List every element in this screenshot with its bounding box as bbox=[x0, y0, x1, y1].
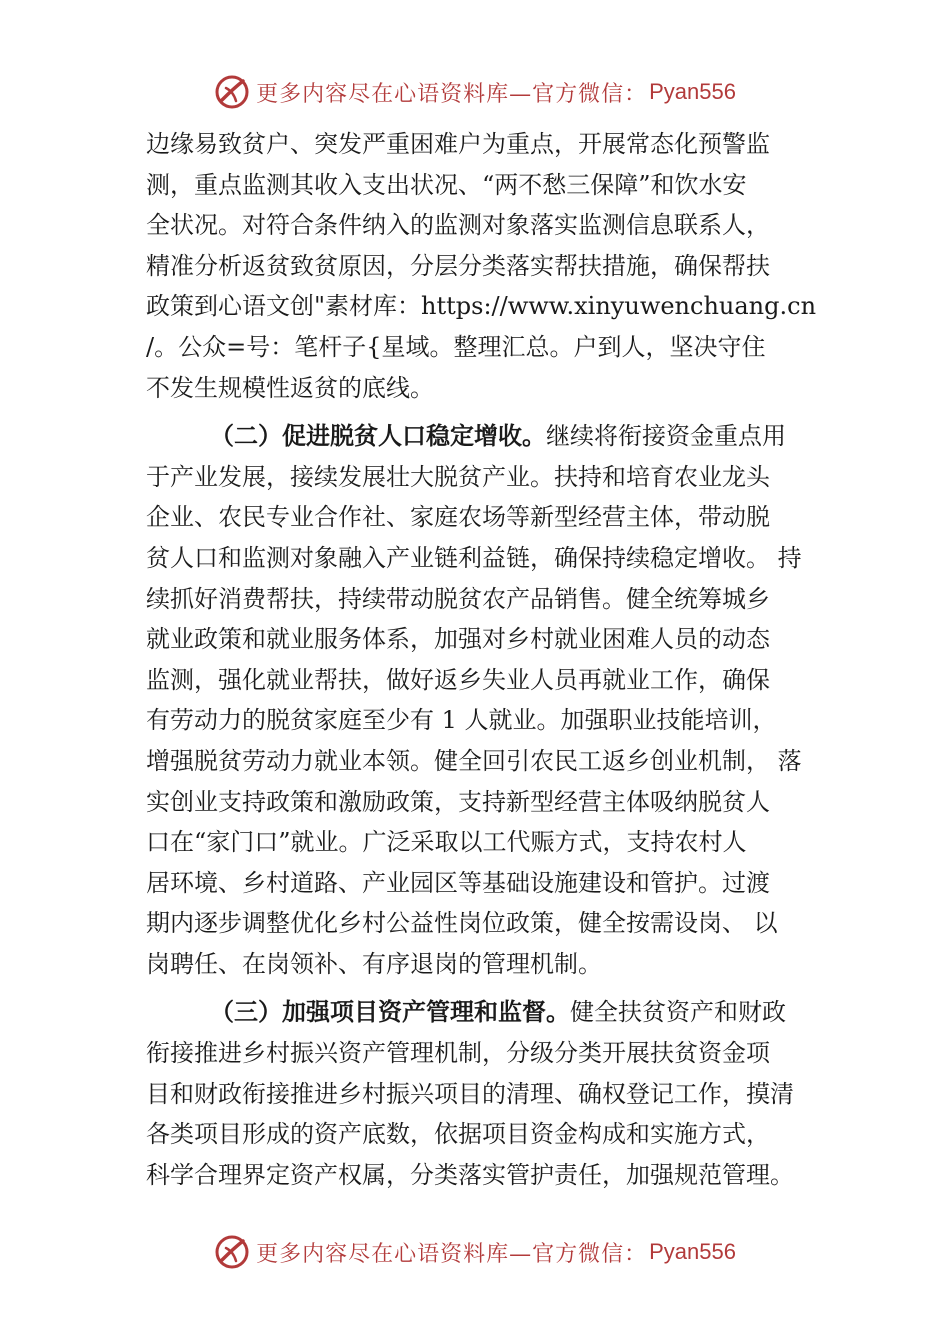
paragraph-3-first-line bbox=[146, 992, 836, 1033]
banner-wechat-id: Pyan556 bbox=[649, 79, 736, 104]
text-line: 企业、农民专业合作社、家庭农场等新型经营主体，带动脱 bbox=[146, 503, 770, 532]
header-banner bbox=[0, 72, 950, 112]
paragraph-1 bbox=[146, 124, 836, 408]
text-line: 贫人口和监测对象融入产业链利益链，确保持续稳定增收。 持 bbox=[146, 543, 802, 572]
text-line: 全状况。对符合条件纳入的监测对象落实监测信息联系人， bbox=[146, 211, 770, 240]
section-heading-3: （三）加强项目资产管理和监督。 bbox=[210, 998, 570, 1027]
text-line: /。公众=号：笔杆子{星域。整理汇总。户到人，坚决守住 bbox=[146, 332, 766, 361]
text-line: 目和财政衔接推进乡村振兴项目的清理、确权登记工作，摸清 bbox=[146, 1079, 794, 1108]
banner-brand-text: 更多内容尽在心语资料库—官方微信： bbox=[256, 81, 648, 107]
text-line: 增强脱贫劳动力就业本领。健全回引农民工返乡创业机制， 落 bbox=[146, 746, 802, 775]
text-line: 政策到心语文创"素材库：https://www.xinyuwenchuang.cn bbox=[146, 292, 817, 321]
text-span: 继续将衔接资金重点用 bbox=[546, 422, 786, 451]
text-line: 口在“家门口”就业。广泛采取以工代赈方式，支持农村人 bbox=[146, 828, 747, 857]
paragraph-3 bbox=[146, 992, 836, 1195]
brush-logo-icon bbox=[214, 1234, 250, 1270]
banner-wechat-id: Pyan556 bbox=[649, 1239, 736, 1264]
text-line: 衔接推进乡村振兴资产管理机制，分级分类开展扶贫资金项 bbox=[146, 1039, 770, 1068]
text-line: 岗聘任、在岗领补、有序退岗的管理机制。 bbox=[146, 949, 602, 978]
text-line: 有劳动力的脱贫家庭至少有 1 人就业。加强职业技能培训， bbox=[146, 706, 777, 735]
section-heading-2: （二）促进脱贫人口稳定增收。 bbox=[210, 422, 546, 451]
footer-banner bbox=[0, 1232, 950, 1272]
text-span: 健全扶贫资产和财政 bbox=[570, 998, 786, 1027]
text-line: 居环境、乡村道路、产业园区等基础设施建设和管护。过渡 bbox=[146, 868, 770, 897]
paragraph-2-first-line bbox=[146, 416, 836, 457]
text-line: 科学合理界定资产权属，分类落实管护责任，加强规范管理。 bbox=[146, 1160, 794, 1189]
text-line: 期内逐步调整优化乡村公益性岗位政策，健全按需设岗、 以 bbox=[146, 909, 778, 938]
text-line: 续抓好消费帮扶，持续带动脱贫农产品销售。健全统筹城乡 bbox=[146, 584, 770, 613]
text-line: 边缘易致贫户、突发严重困难户为重点，开展常态化预警监 bbox=[146, 130, 770, 158]
text-line: 不发生规模性返贫的底线。 bbox=[146, 373, 434, 402]
text-line: 精准分析返贫致贫原因，分层分类落实帮扶措施，确保帮扶 bbox=[146, 251, 770, 280]
text-line: 就业政策和就业服务体系，加强对乡村就业困难人员的动态 bbox=[146, 625, 770, 654]
banner-brand-text: 更多内容尽在心语资料库—官方微信： bbox=[256, 1241, 648, 1267]
text-line: 于产业发展，接续发展壮大脱贫产业。扶持和培育农业龙头 bbox=[146, 462, 770, 491]
text-line: 监测，强化就业帮扶，做好返乡失业人员再就业工作，确保 bbox=[146, 665, 770, 694]
document-body bbox=[146, 124, 836, 1195]
brush-logo-icon bbox=[214, 74, 250, 110]
text-line: 测，重点监测其收入支出状况、“两不愁三保障”和饮水安 bbox=[146, 170, 747, 199]
text-line: 各类项目形成的资产底数，依据项目资金构成和实施方式， bbox=[146, 1120, 770, 1149]
text-line: 实创业支持政策和激励政策，支持新型经营主体吸纳脱贫人 bbox=[146, 787, 770, 816]
paragraph-2 bbox=[146, 416, 836, 984]
